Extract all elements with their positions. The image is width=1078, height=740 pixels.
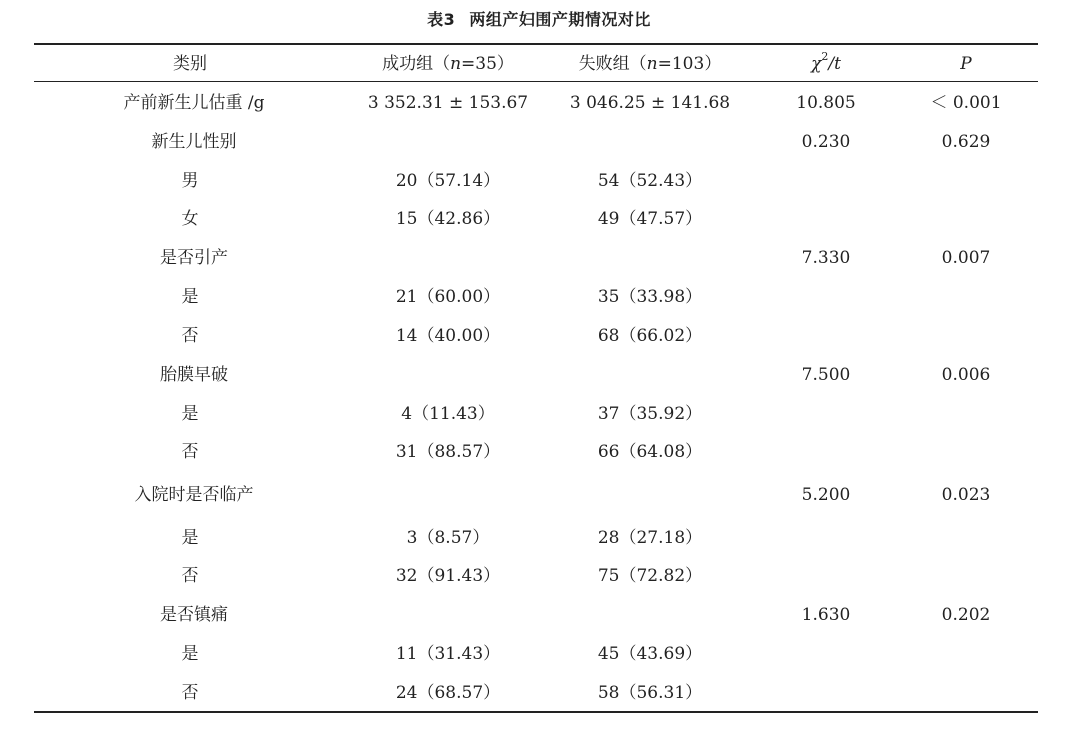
row-label: 入院时是否临产 [134, 485, 254, 505]
success-value [348, 130, 548, 154]
header-rule [34, 81, 1038, 82]
failure-value [550, 363, 750, 387]
top-rule [34, 43, 1038, 45]
statistic-value [776, 526, 876, 550]
p-value [916, 681, 1016, 705]
statistic-value [776, 681, 876, 705]
failure-value: 37（35.92） [597, 404, 703, 424]
failure-value [550, 130, 750, 154]
failure-value: 35（33.98） [597, 287, 703, 307]
failure-value [550, 246, 750, 270]
failure-value: 49（47.57） [597, 209, 703, 229]
failure-value [550, 483, 750, 507]
success-value: 32（91.43） [395, 566, 501, 586]
table-row [34, 130, 1038, 154]
row-label: 女 [181, 209, 199, 229]
statistic-value: 10.805 [796, 93, 856, 113]
p-value [916, 324, 1016, 348]
statistic-value [776, 564, 876, 588]
statistic-value [776, 324, 876, 348]
success-value: 3（8.57） [406, 528, 490, 548]
success-value [348, 603, 548, 627]
row-label: 男 [181, 171, 199, 191]
failure-value [550, 603, 750, 627]
failure-value: 66（64.08） [597, 442, 703, 462]
table-row [34, 440, 1038, 464]
statistic-value: 7.500 [801, 365, 851, 385]
success-value: 3 352.31 ± 153.67 [367, 93, 529, 113]
p-value [916, 207, 1016, 231]
success-value: 21（60.00） [395, 287, 501, 307]
p-value [916, 169, 1016, 193]
header-statistic: $\chi^2/t$ [811, 50, 841, 74]
table-row [34, 681, 1038, 705]
table-row [34, 91, 1038, 115]
statistic-value: 5.200 [801, 485, 851, 505]
failure-value: 45（43.69） [597, 644, 703, 664]
p-value: 0.007 [941, 248, 991, 268]
success-value: 31（88.57） [395, 442, 501, 462]
row-label: 否 [181, 326, 199, 346]
row-label: 新生儿性别 [151, 132, 237, 152]
table-row [34, 526, 1038, 550]
row-label: 是否引产 [160, 248, 228, 268]
row-label: 是 [181, 404, 199, 424]
row-label: 是否镇痛 [160, 605, 228, 625]
p-value [916, 564, 1016, 588]
table-row [34, 603, 1038, 627]
success-value: 15（42.86） [395, 209, 501, 229]
p-value [916, 402, 1016, 426]
success-value [348, 246, 548, 270]
row-label: 是 [181, 528, 199, 548]
statistic-value [776, 207, 876, 231]
row-label: 否 [181, 566, 199, 586]
table-row [34, 642, 1038, 666]
row-label: 是 [181, 644, 199, 664]
row-label: 是 [181, 287, 199, 307]
statistic-value [776, 285, 876, 309]
statistic-value [776, 169, 876, 193]
header-p-value: P [960, 54, 972, 74]
success-value [348, 483, 548, 507]
table-row [34, 483, 1038, 507]
table-row [34, 402, 1038, 426]
failure-value: 54（52.43） [597, 171, 703, 191]
success-value: 4（11.43） [401, 404, 495, 424]
table-row [34, 207, 1038, 231]
success-value: 11（31.43） [395, 644, 501, 664]
row-label: 否 [181, 683, 199, 703]
p-value: 0.629 [941, 132, 991, 152]
table-number: 表3 [427, 10, 456, 29]
success-value: 20（57.14） [395, 171, 501, 191]
failure-value: 58（56.31） [597, 683, 703, 703]
table-row [34, 246, 1038, 270]
failure-value: 75（72.82） [597, 566, 703, 586]
success-value: 24（68.57） [395, 683, 501, 703]
statistic-value [776, 402, 876, 426]
success-value: 14（40.00） [395, 326, 501, 346]
header-category: 类别 [173, 54, 207, 74]
row-label: 产前新生儿估重 /g [123, 93, 265, 113]
table-row [34, 564, 1038, 588]
p-value [916, 526, 1016, 550]
row-label: 否 [181, 442, 199, 462]
table-row [34, 285, 1038, 309]
table-row [34, 169, 1038, 193]
p-value: 0.006 [941, 365, 991, 385]
table-title: 两组产妇围产期情况对比 [469, 10, 651, 29]
failure-value: 68（66.02） [597, 326, 703, 346]
header-row [34, 52, 1038, 76]
p-value: 0.023 [941, 485, 991, 505]
p-value: 0.202 [941, 605, 991, 625]
success-value [348, 363, 548, 387]
failure-value: 3 046.25 ± 141.68 [569, 93, 731, 113]
statistic-value [776, 642, 876, 666]
row-label: 胎膜早破 [160, 365, 228, 385]
statistic-value: 1.630 [801, 605, 851, 625]
p-value [916, 285, 1016, 309]
p-value: ＜ 0.001 [930, 93, 1002, 113]
statistic-value: 7.330 [801, 248, 851, 268]
p-value [916, 642, 1016, 666]
table-row [34, 324, 1038, 348]
statistic-value [776, 440, 876, 464]
table-row [34, 363, 1038, 387]
p-value [916, 440, 1016, 464]
header-success-group: 成功组（n=35） [382, 54, 514, 74]
failure-value: 28（27.18） [597, 528, 703, 548]
bottom-rule [34, 711, 1038, 713]
header-failure-group: 失败组（n=103） [578, 54, 722, 74]
statistic-value: 0.230 [801, 132, 851, 152]
table-caption [0, 9, 1078, 31]
